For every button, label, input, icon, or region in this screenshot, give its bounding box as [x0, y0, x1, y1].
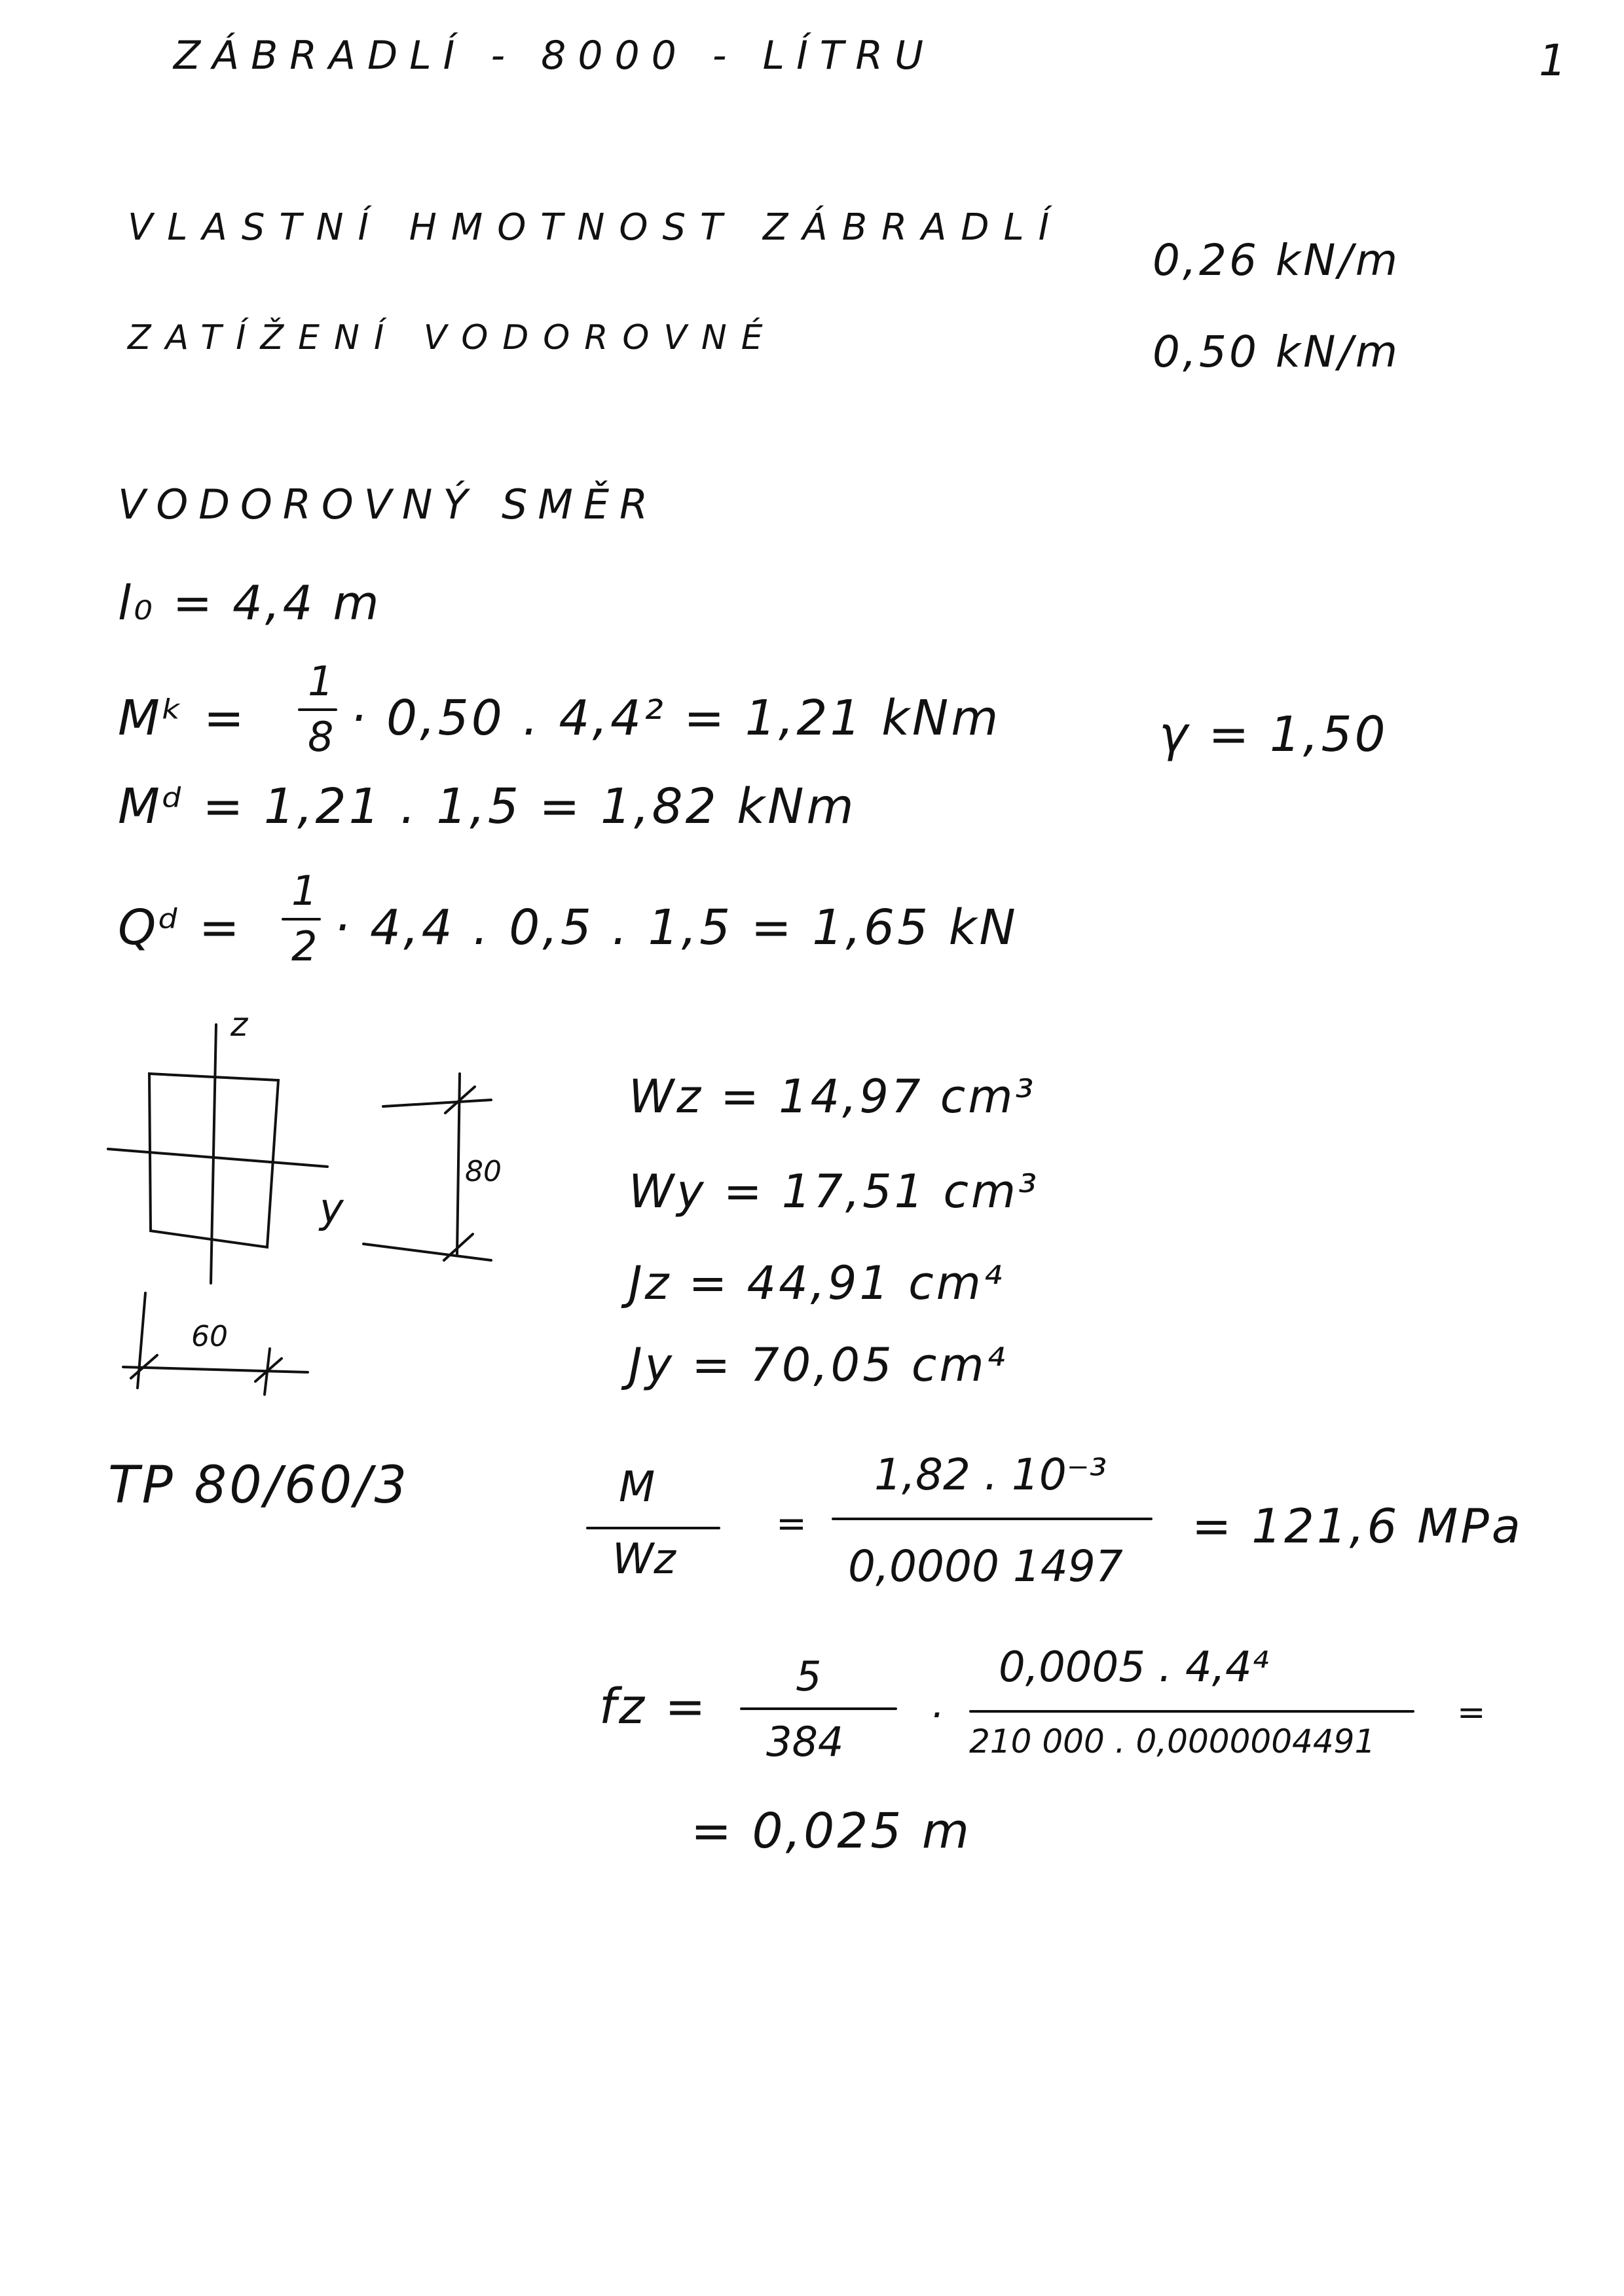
stress-num: 1,82 . 10⁻³ — [874, 1449, 1107, 1500]
self-weight-label: VLASTNÍ HMOTNOST ZÁBRADLÍ — [128, 206, 1064, 249]
mk-frac-num: 1 — [308, 657, 334, 705]
qd-frac-num: 1 — [291, 867, 318, 915]
deflection-coef-den: 384 — [766, 1718, 844, 1766]
sheet-title: ZÁBRADLÍ - 8000 - LÍTRU — [174, 33, 936, 79]
md-line: Mᵈ = 1,21 . 1,5 = 1,82 kNm — [118, 778, 857, 835]
height-ext-top — [383, 1100, 491, 1106]
y-axis-line — [108, 1149, 327, 1167]
span-line: l₀ = 4,4 m — [118, 575, 382, 630]
deflection-coef-bar — [740, 1707, 897, 1710]
height-ext-bottom — [363, 1244, 491, 1260]
deflection-den: 210 000 . 0,0000004491 — [969, 1722, 1376, 1760]
width-tick-left — [138, 1293, 145, 1388]
mk-frac-den: 8 — [308, 713, 334, 761]
deflection-coef-num: 5 — [796, 1652, 822, 1700]
horizontal-load-label: ZATÍŽENÍ VODOROVNÉ — [128, 318, 777, 357]
stress-lhs-den: Wz — [612, 1535, 676, 1584]
deflection-num: 0,0005 . 4,4⁴ — [999, 1643, 1269, 1692]
stress-result: = 121,6 MPa — [1192, 1499, 1523, 1554]
stress-den: 0,0000 1497 — [848, 1541, 1123, 1592]
qd-frac-den: 2 — [291, 922, 318, 970]
direction-heading: VODOROVNÝ SMĚR — [118, 481, 659, 528]
horizontal-load-value: 0,50 kN/m — [1153, 327, 1401, 377]
stress-lhs-num: M — [619, 1463, 655, 1512]
height-dimension-label: 80 — [465, 1155, 502, 1188]
width-dimension-label: 60 — [191, 1320, 228, 1353]
mk-lhs: Mᵏ = — [118, 690, 247, 746]
stress-eq: = — [776, 1503, 807, 1545]
stress-lhs-bar — [586, 1527, 720, 1529]
qd-rhs: · 4,4 . 0,5 . 1,5 = 1,65 kN — [334, 900, 1018, 956]
deflection-eq: = — [1457, 1693, 1486, 1732]
profile-designation: TP 80/60/3 — [108, 1456, 410, 1515]
stress-bar — [832, 1518, 1153, 1520]
axis-y-label: y — [320, 1184, 346, 1232]
gamma-factor: γ = 1,50 — [1159, 706, 1388, 763]
page-number: 1 — [1539, 35, 1569, 86]
qd-lhs: Qᵈ = — [118, 900, 242, 956]
deflection-bar — [969, 1710, 1414, 1713]
self-weight-value: 0,26 kN/m — [1153, 235, 1401, 285]
section-prop-jy: Jy = 70,05 cm⁴ — [629, 1338, 1008, 1392]
deflection-lhs: fz = — [599, 1679, 709, 1735]
deflection-dot: · — [930, 1692, 943, 1738]
deflection-result: = 0,025 m — [691, 1803, 972, 1859]
width-dim-line — [123, 1367, 308, 1372]
section-prop-wz: Wz = 14,97 cm³ — [629, 1070, 1037, 1123]
section-prop-wy: Wy = 17,51 cm³ — [629, 1165, 1040, 1218]
mk-rhs: · 0,50 . 4,4² = 1,21 kNm — [350, 690, 1001, 746]
z-axis-line — [211, 1025, 216, 1283]
axis-z-label: z — [231, 1006, 251, 1044]
section-prop-jz: Jz = 44,91 cm⁴ — [629, 1256, 1005, 1310]
